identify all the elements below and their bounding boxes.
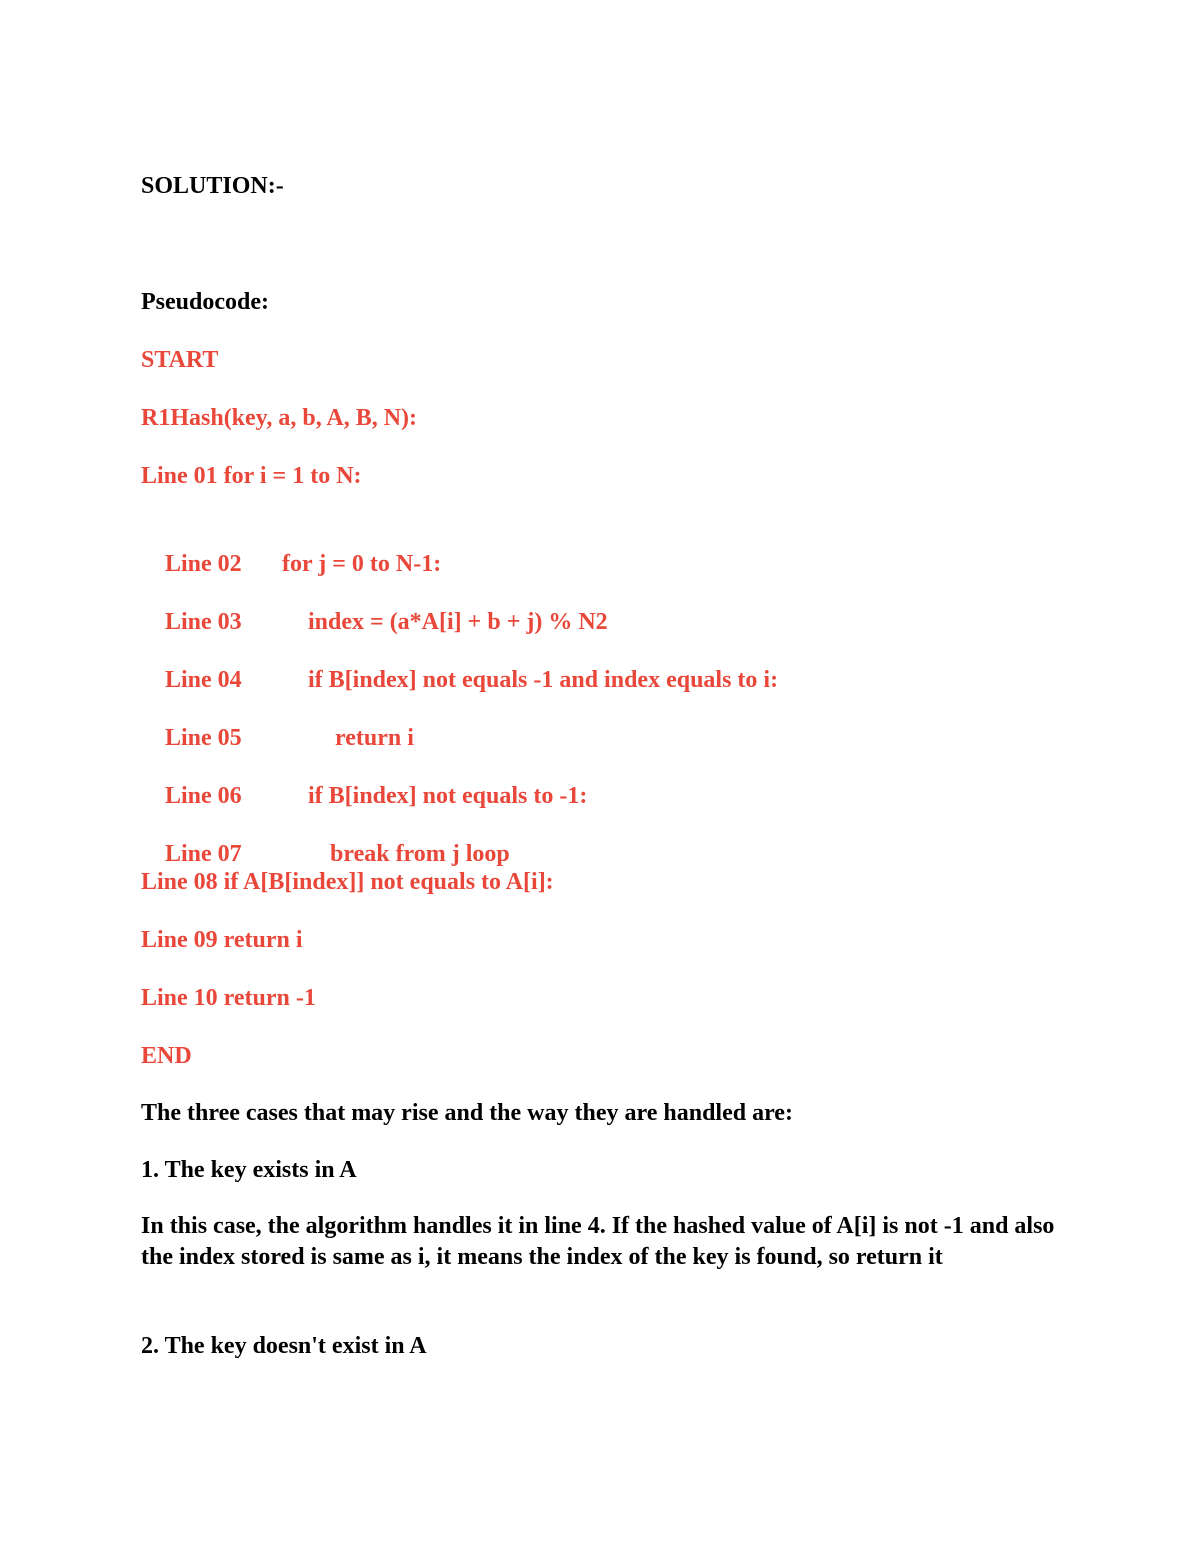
code-line-09: Line 09 return i — [141, 927, 303, 953]
code-line-05 — [141, 693, 414, 751]
code-line-label: Line 05 — [165, 725, 242, 751]
code-line-text: if B[index] not equals to -1: — [308, 783, 588, 809]
case-1-text: In this case, the algorithm handles it in line 4. If the hashed value of A[i] is not -1 and also the index stored is same as i, it means the index of the key is found, so return it — [141, 1213, 1055, 1270]
code-line-label: Line 07 — [165, 841, 242, 867]
code-line-10: Line 10 return -1 — [141, 985, 316, 1011]
case-1-title: 1. The key exists in A — [141, 1157, 357, 1183]
code-line-label: Line 02 — [165, 551, 242, 577]
code-line-text: if B[index] not equals -1 and index equals to i: — [308, 667, 779, 693]
code-line-label: Line 06 — [165, 783, 242, 809]
code-line-01: Line 01 for i = 1 to N: — [141, 463, 362, 489]
code-signature: R1Hash(key, a, b, A, B, N): — [141, 405, 418, 431]
code-line-02 — [141, 519, 442, 577]
code-line-07 — [141, 809, 510, 867]
pseudocode-label: Pseudocode: — [141, 289, 269, 315]
cases-intro: The three cases that may rise and the way they are handled are: — [141, 1100, 793, 1126]
code-line-text: break from j loop — [330, 841, 510, 867]
code-line-06 — [141, 751, 588, 809]
code-line-text: for j = 0 to N-1: — [282, 551, 442, 577]
code-line-03 — [141, 577, 608, 635]
case-2-title: 2. The key doesn't exist in A — [141, 1333, 427, 1359]
code-line-text: index = (a*A[i] + b + j) % N2 — [308, 609, 608, 635]
code-line-text: return i — [335, 725, 414, 751]
code-start: START — [141, 347, 219, 373]
code-line-label: Line 03 — [165, 609, 242, 635]
code-end: END — [141, 1043, 192, 1069]
code-line-04 — [141, 635, 779, 693]
code-line-08: Line 08 if A[B[index]] not equals to A[i]: — [141, 869, 554, 895]
code-line-label: Line 04 — [165, 667, 242, 693]
solution-heading: SOLUTION:- — [141, 173, 284, 199]
